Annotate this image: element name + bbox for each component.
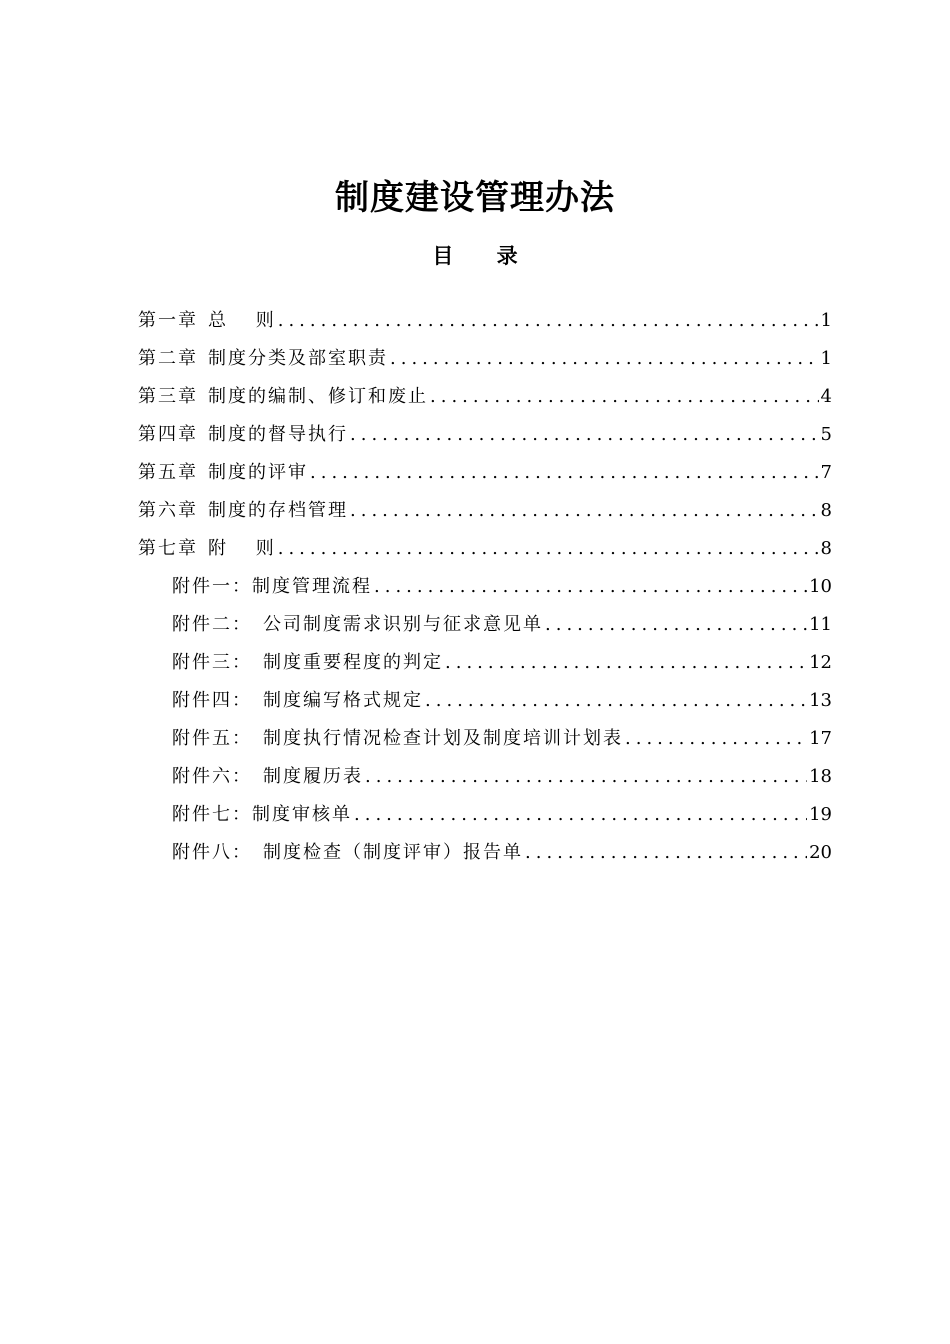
toc-page-number: 1 [820,310,832,331]
toc-chapter-title: 附 则 [208,538,276,559]
toc-dot-leader [374,568,807,606]
toc-page-number: 19 [809,804,832,825]
toc-entry-annex-2[interactable] [172,606,832,644]
toc-page-number: 10 [809,576,832,597]
toc-entry-annex-1[interactable] [172,568,832,606]
toc-entry-annex-5[interactable] [172,720,832,758]
toc-entry-chapter-5[interactable] [138,454,832,492]
toc-entry-chapter-4[interactable] [138,416,832,454]
toc-page-number: 5 [820,424,832,445]
toc-chapter-title: 总 则 [208,310,276,331]
toc-entry-annex-4[interactable] [172,682,832,720]
toc-page-number: 8 [820,500,832,521]
toc-dot-leader [354,796,807,834]
toc-annex-title: 附件三： 制度重要程度的判定 [172,652,443,673]
toc-page-number: 18 [809,766,832,787]
toc-entry-chapter-7[interactable] [138,530,832,568]
toc-page-number: 12 [809,652,832,673]
toc-annex-title: 附件二： 公司制度需求识别与征求意见单 [172,614,543,635]
toc-dot-leader [390,340,819,378]
toc-entry-annex-8[interactable] [172,834,832,872]
toc-dot-leader [278,302,819,340]
toc-page-number: 20 [809,842,832,863]
toc-heading: 目 录 [432,244,536,268]
document-title: 制度建设管理办法 [335,178,615,218]
toc-entry-annex-3[interactable] [172,644,832,682]
toc-page-number: 13 [809,690,832,711]
toc-dot-leader [545,606,807,644]
toc-page-number: 4 [820,386,832,407]
toc-dot-leader [445,644,807,682]
toc-entry-chapter-2[interactable] [138,340,832,378]
toc-entry-chapter-1[interactable] [138,302,832,340]
toc-dot-leader [350,416,819,454]
toc-entry-annex-6[interactable] [172,758,832,796]
toc-annex-title: 附件七：制度审核单 [172,804,352,825]
toc-annex-title: 附件一：制度管理流程 [172,576,372,597]
toc-chapter-number: 第五章 [138,462,198,483]
toc-entry-chapter-6[interactable] [138,492,832,530]
toc-annex-title: 附件六： 制度履历表 [172,766,363,787]
toc-chapter-title: 制度的编制、修订和废止 [208,386,428,407]
toc-chapter-number: 第三章 [138,386,198,407]
toc-chapter-number: 第二章 [138,348,198,369]
toc-dot-leader [350,492,819,530]
toc-chapter-title: 制度的存档管理 [208,500,348,521]
toc-entry-chapter-3[interactable] [138,378,832,416]
toc-chapter-number: 第一章 [138,310,198,331]
toc-dot-leader [425,682,807,720]
toc-annex-title: 附件五： 制度执行情况检查计划及制度培训计划表 [172,728,623,749]
toc-page-number: 8 [820,538,832,559]
toc-chapter-number: 第四章 [138,424,198,445]
toc-chapter-number: 第六章 [138,500,198,521]
toc-chapter-title: 制度分类及部室职责 [208,348,388,369]
toc-entry-annex-7[interactable] [172,796,832,834]
toc-page-number: 11 [809,614,832,635]
toc-dot-leader [365,758,807,796]
toc-dot-leader [625,720,807,758]
toc-dot-leader [430,378,819,416]
toc-dot-leader [525,834,807,872]
toc-chapter-title: 制度的评审 [208,462,308,483]
toc-page-number: 17 [809,728,832,749]
toc-chapter-number: 第七章 [138,538,198,559]
toc-annex-title: 附件四： 制度编写格式规定 [172,690,423,711]
toc-chapter-title: 制度的督导执行 [208,424,348,445]
toc-page-number: 7 [820,462,832,483]
toc-page-number: 1 [820,348,832,369]
toc-annex-title: 附件八： 制度检查（制度评审）报告单 [172,842,523,863]
toc-dot-leader [310,454,819,492]
toc-dot-leader [278,530,819,568]
